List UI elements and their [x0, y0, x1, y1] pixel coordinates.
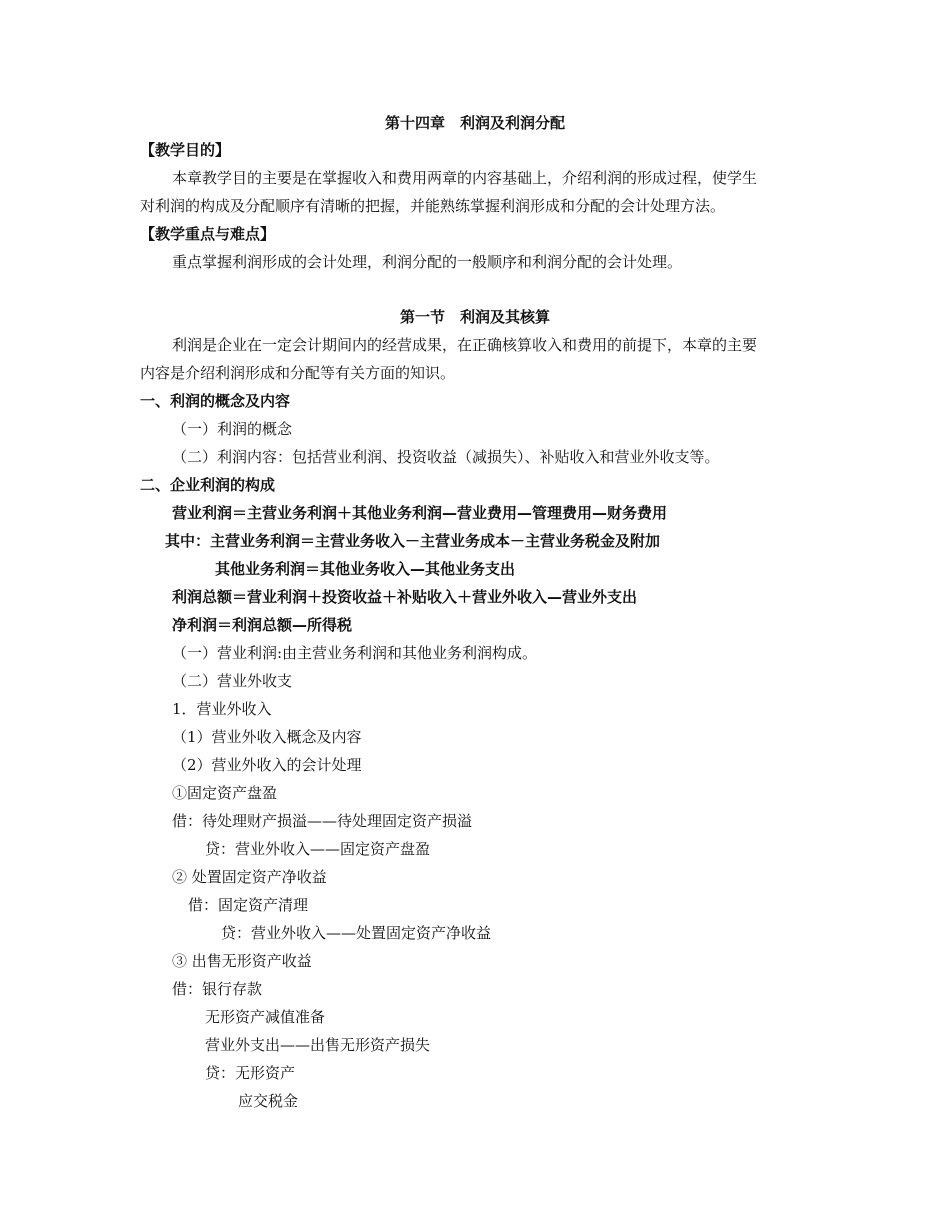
journal-debit: 借：银行存款 [172, 980, 263, 998]
section-title: 第一节 利润及其核算 [399, 308, 550, 326]
formula-operating-profit: 营业利润＝主营业务利润＋其他业务利润—营业费用—管理费用—财务费用 [172, 504, 668, 522]
formula-other-business-profit: 其他业务利润＝其他业务收入—其他业务支出 [215, 560, 516, 578]
journal-debit: 无形资产减值准备 [205, 1008, 326, 1026]
formula-net-profit: 净利润＝利润总额—所得税 [172, 616, 353, 634]
journal-debit: 营业外支出——出售无形资产损失 [205, 1036, 431, 1054]
intro-text: 内容是介绍利润形成和分配等有关方面的知识。 [140, 364, 456, 382]
journal-credit: 贷：无形资产 [205, 1064, 296, 1082]
list-item: 1．营业外收入 [172, 700, 272, 718]
objective-text: 对利润的构成及分配顺序有清晰的把握，并能熟练掌握利润形成和分配的会计处理方法。 [140, 197, 726, 215]
entry-heading: ② 处置固定资产净收益 [172, 868, 327, 886]
journal-debit: 借：固定资产清理 [188, 896, 309, 914]
intro-text: 利润是企业在一定会计期间内的经营成果，在正确核算收入和费用的前提下，本章的主要 [172, 336, 758, 354]
journal-credit: 贷：营业外收入——固定资产盘盈 [205, 840, 431, 858]
heading-profit-concept: 一、利润的概念及内容 [140, 392, 291, 410]
focus-heading: 【教学重点与难点】 [140, 225, 276, 243]
objective-heading: 【教学目的】 [140, 141, 231, 159]
journal-credit: 贷：营业外收入——处置固定资产净收益 [221, 924, 492, 942]
formula-main-business-profit: 其中：主营业务利润＝主营业务收入－主营业务成本－主营业务税金及附加 [165, 532, 661, 550]
entry-heading: ③ 出售无形资产收益 [172, 952, 312, 970]
journal-debit: 借：待处理财产损溢——待处理固定资产损溢 [172, 812, 473, 830]
chapter-title: 第十四章 利润及利润分配 [384, 114, 565, 132]
list-item: （2）营业外收入的会计处理 [172, 756, 362, 774]
list-item: （1）营业外收入概念及内容 [172, 728, 362, 746]
entry-heading: ①固定资产盘盈 [172, 784, 278, 802]
journal-credit: 应交税金 [238, 1092, 299, 1110]
list-item: （二）利润内容：包括营业利润、投资收益（减损失）、补贴收入和营业外收支等。 [172, 448, 720, 466]
list-item: （一）利润的概念 [172, 420, 293, 438]
heading-profit-composition: 二、企业利润的构成 [140, 476, 276, 494]
list-item: （一）营业利润:由主营业务利润和其他业务利润构成。 [172, 644, 538, 662]
focus-text: 重点掌握利润形成的会计处理，利润分配的一般顺序和利润分配的会计处理。 [172, 253, 683, 271]
objective-text: 本章教学目的主要是在掌握收入和费用两章的内容基础上，介绍利润的形成过程，使学生 [172, 169, 758, 187]
formula-total-profit: 利润总额＝营业利润＋投资收益＋补贴收入＋营业外收入—营业外支出 [172, 588, 638, 606]
list-item: （二）营业外收支 [172, 672, 293, 690]
